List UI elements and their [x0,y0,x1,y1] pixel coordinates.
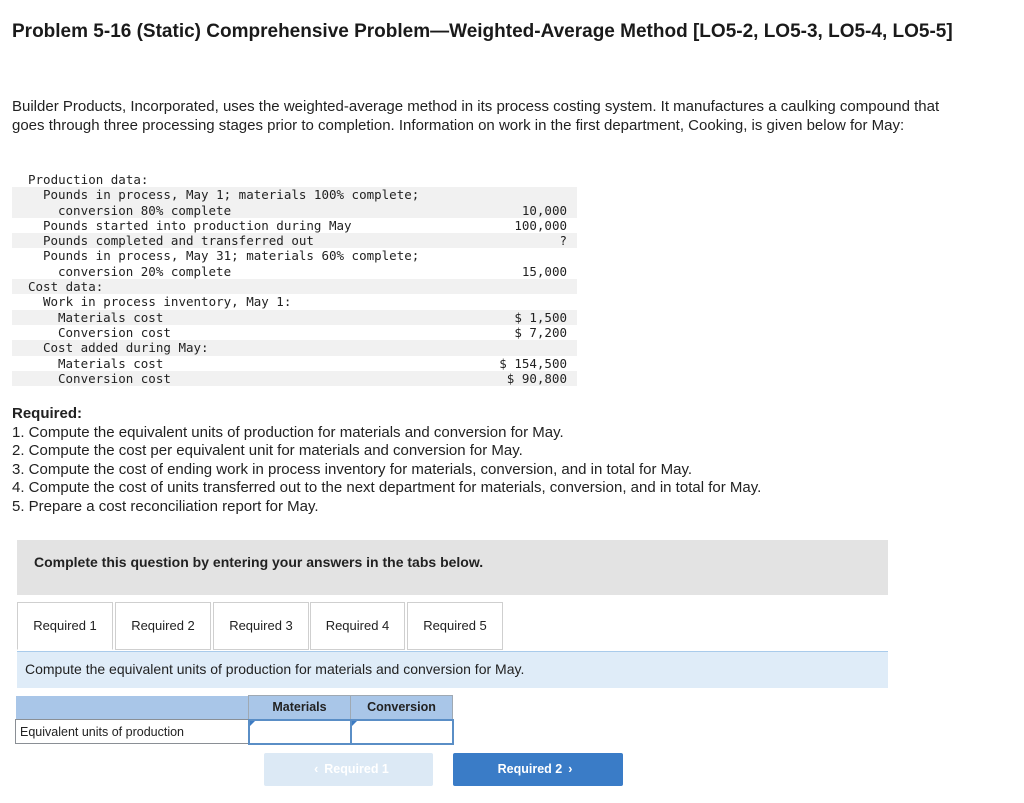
answer-header-row [16,696,453,720]
required-item: 2. Compute the cost per equivalent unit for materials and conversion for May. [12,442,523,459]
data-value: ? [559,233,567,249]
column-header-conversion: Conversion [351,696,453,720]
column-header-materials: Materials [249,696,351,720]
data-row [12,187,577,202]
tab-required-3[interactable]: Required 3 [213,602,309,650]
data-row [12,218,577,233]
data-value: $ 1,500 [514,309,567,325]
materials-cell[interactable] [249,720,351,744]
data-label: Pounds in process, May 31; materials 60% complete; [43,248,420,264]
chevron-left-icon: ‹ [314,762,319,776]
input-marker-icon [352,721,357,726]
data-label: Conversion cost [58,324,171,340]
production-data-heading: Production data: [28,172,149,187]
data-label: Pounds started into production during May [43,217,352,233]
answer-table [15,695,454,745]
required-item: 1. Compute the equivalent units of production for materials and conversion for May. [12,423,564,441]
instructions-banner: Complete this question by entering your answers in the tabs below. [17,540,888,595]
data-row [12,172,577,187]
data-value: $ 90,800 [506,370,567,386]
data-label: Conversion cost [58,370,171,386]
conversion-cell[interactable] [351,720,453,744]
next-button-label: Required 2 [497,762,563,776]
conversion-input[interactable] [352,722,452,742]
data-row [12,264,577,279]
answer-row [16,720,453,744]
problem-title: Problem 5-16 (Static) Comprehensive Problem—Weighted-Average Method [LO5-2, LO5-3, LO5-4, LO5-5] [12,21,953,42]
chevron-right-icon: › [568,762,573,776]
problem-intro: Builder Products, Incorporated, uses the weighted-average method in its process costing system. It manufactures a caulking compound that goes through three processing stages prior to completion. Information on work in the first department, Cooking, is given below for May: [12,98,940,134]
required-heading: Required: [12,405,83,422]
next-button[interactable] [453,753,623,786]
data-row [12,325,577,340]
data-label: conversion 80% complete [58,202,232,218]
data-label: conversion 20% complete [58,263,232,279]
tab-required-5[interactable]: Required 5 [407,602,503,650]
tab-required-1[interactable]: Required 1 [17,602,113,650]
data-row [12,340,577,355]
data-label: Materials cost [58,355,164,371]
required-item: 5. Prepare a cost reconciliation report for May. [12,497,319,515]
data-label: Work in process inventory, May 1: [43,294,292,310]
data-row [12,279,577,294]
data-value: 100,000 [514,217,567,233]
data-value: 10,000 [521,202,567,218]
data-value: $ 7,200 [514,324,567,340]
input-marker-icon [250,721,255,726]
data-row [12,356,577,371]
data-label: Pounds in process, May 1; materials 100% complete; [43,187,420,203]
data-label: Pounds completed and transferred out [43,233,314,249]
row-label: Equivalent units of production [16,720,249,744]
header-blank-cell [16,696,249,720]
required-item: 4. Compute the cost of units transferred out to the next department for materials, conversion, and in total for May. [12,479,762,496]
data-value: 15,000 [521,263,567,279]
required-list [12,405,912,516]
data-table [12,172,577,386]
data-row [12,294,577,309]
data-label: Cost added during May: [43,340,209,356]
required-item: 3. Compute the cost of ending work in process inventory for materials, conversion, and in total for May. [12,460,693,478]
tab-required-4[interactable]: Required 4 [310,602,405,650]
data-row [12,371,577,386]
data-row [12,248,577,263]
data-row [12,233,577,248]
cost-data-heading: Cost data: [28,279,104,295]
prev-button[interactable] [264,753,433,786]
tab-required-2[interactable]: Required 2 [115,602,211,650]
materials-input[interactable] [250,722,350,742]
data-label: Materials cost [58,309,164,325]
data-row [12,203,577,218]
prev-button-label: Required 1 [324,762,389,776]
data-row [12,310,577,325]
data-value: $ 154,500 [499,355,567,371]
tab-instruction: Compute the equivalent units of production for materials and conversion for May. [17,651,888,688]
